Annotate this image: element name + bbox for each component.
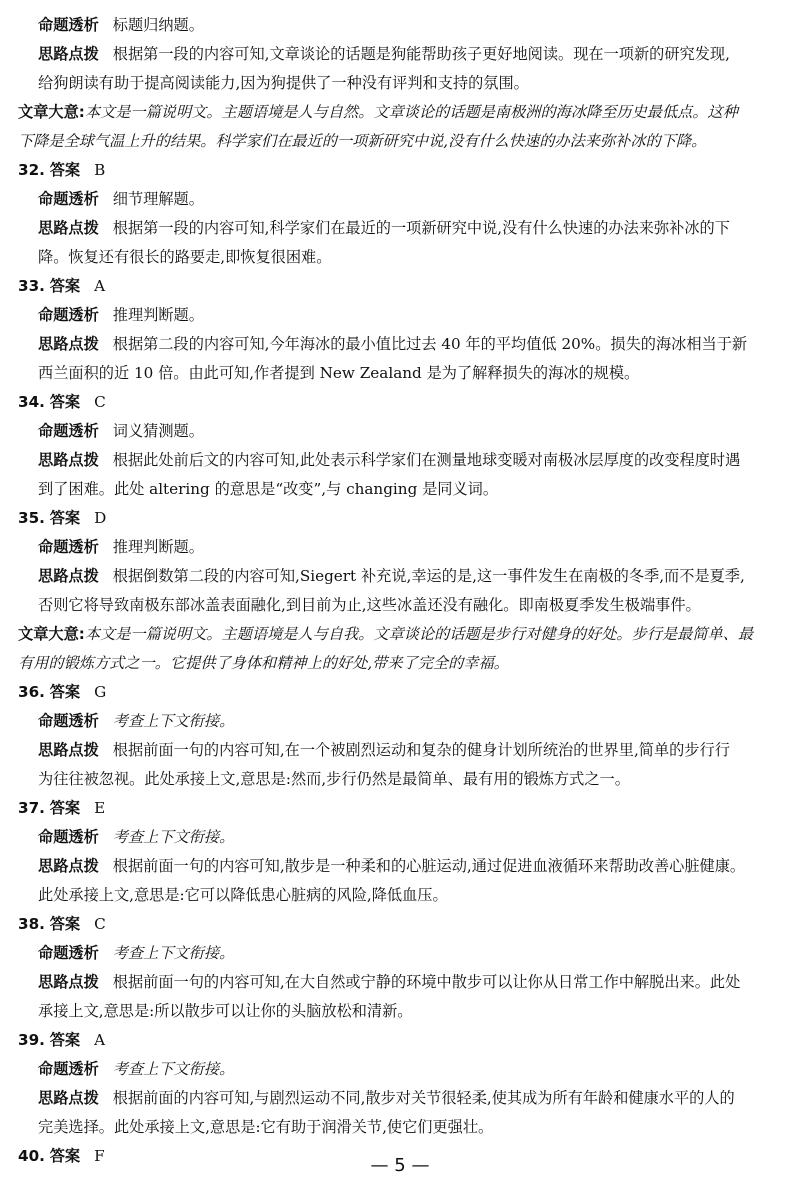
analysis-text: 推理判断题。	[112, 538, 204, 556]
analysis-label: 命题透析	[38, 16, 99, 34]
continuation-text: 西兰面积的近 10 倍。由此可知,作者提到 New Zealand 是为了解释损失的海冰的规模。	[38, 364, 640, 382]
continuation-text: 到了困难。此处 altering 的意思是“改变”,与 changing 是同义词。	[38, 480, 499, 498]
continuation-line	[38, 72, 529, 94]
continuation-line	[38, 478, 498, 500]
answer-label: 答案	[49, 393, 81, 411]
hint-text: 根据前面一句的内容可知,在一个被剧烈运动和复杂的健身计划所统治的世界里,简单的步行行	[112, 741, 730, 759]
answer-line	[18, 391, 106, 413]
answer-value: A	[94, 277, 106, 295]
hint-text: 根据此处前后文的内容可知,此处表示科学家们在测量地球变暖对南极冰层厚度的改变程度时遇	[112, 451, 741, 469]
summary-continuation	[18, 652, 509, 674]
summary-continuation-text: 下降是全球气温上升的结果。科学家们在最近的一项新研究中说,没有什么快速的办法来弥补冰的下降。	[18, 132, 707, 150]
answer-line	[18, 159, 105, 181]
continuation-line	[38, 246, 331, 268]
question-number: 34.	[18, 393, 45, 411]
continuation-text: 为往往被忽视。此处承接上文,意思是:然而,步行仍然是最简单、最有用的锻炼方式之一。	[38, 770, 630, 788]
analysis-text: 考查上下文衔接。	[112, 828, 235, 846]
analysis-label: 命题透析	[38, 538, 99, 556]
analysis-label: 命题透析	[38, 944, 99, 962]
summary-text: 本文是一篇说明文。主题语境是人与自我。文章谈论的话题是步行对健身的好处。步行是最简单、最	[84, 625, 754, 643]
hint-label: 思路点拨	[38, 1089, 99, 1107]
analysis-text: 标题归纳题。	[112, 16, 204, 34]
question-number: 36.	[18, 683, 45, 701]
analysis-text: 词义猜测题。	[112, 422, 204, 440]
hint-label: 思路点拨	[38, 45, 99, 63]
analysis-label: 命题透析	[38, 422, 99, 440]
continuation-text: 完美选择。此处承接上文,意思是:它有助于润滑关节,使它们更强壮。	[38, 1118, 494, 1136]
answer-label: 答案	[49, 277, 81, 295]
answer-value: B	[94, 161, 106, 179]
hint-line	[38, 565, 745, 587]
answer-line	[18, 507, 106, 529]
answer-value: G	[94, 683, 107, 701]
answer-label: 答案	[49, 161, 81, 179]
hint-line	[38, 739, 730, 761]
hint-line	[38, 333, 747, 355]
question-number: 39.	[18, 1031, 45, 1049]
answer-line	[18, 913, 106, 935]
question-number: 38.	[18, 915, 45, 933]
summary-continuation	[18, 130, 706, 152]
question-number: 33.	[18, 277, 45, 295]
continuation-line	[38, 884, 448, 906]
answer-value: C	[94, 393, 106, 411]
continuation-text: 此处承接上文,意思是:它可以降低患心脏病的风险,降低血压。	[38, 886, 448, 904]
answer-value: C	[94, 915, 106, 933]
answer-line	[18, 797, 105, 819]
analysis-line	[38, 14, 204, 36]
hint-label: 思路点拨	[38, 335, 99, 353]
analysis-line	[38, 536, 204, 558]
question-number: 32.	[18, 161, 45, 179]
hint-label: 思路点拨	[38, 451, 99, 469]
analysis-line	[38, 710, 234, 732]
hint-line	[38, 449, 740, 471]
hint-line	[38, 217, 730, 239]
answer-value: D	[94, 509, 107, 527]
hint-line	[38, 855, 745, 877]
continuation-line	[38, 1000, 412, 1022]
answer-value: E	[94, 799, 106, 817]
analysis-label: 命题透析	[38, 190, 99, 208]
continuation-line	[38, 1116, 493, 1138]
analysis-text: 考查上下文衔接。	[112, 944, 235, 962]
answer-label: 答案	[49, 1031, 81, 1049]
analysis-label: 命题透析	[38, 828, 99, 846]
analysis-line	[38, 1058, 234, 1080]
hint-label: 思路点拨	[38, 973, 99, 991]
page-number: — 5 —	[370, 1155, 430, 1176]
analysis-line	[38, 304, 204, 326]
answer-line	[18, 1029, 105, 1051]
answer-label: 答案	[49, 799, 81, 817]
analysis-line	[38, 826, 234, 848]
continuation-text: 降。恢复还有很长的路要走,即恢复很困难。	[38, 248, 332, 266]
answer-label: 答案	[49, 683, 81, 701]
summary-text: 本文是一篇说明文。主题语境是人与自然。文章谈论的话题是南极洲的海冰降至历史最低点。这种	[84, 103, 738, 121]
summary-label: 文章大意:	[18, 103, 85, 121]
continuation-text: 给狗朗读有助于提高阅读能力,因为狗提供了一种没有评判和支持的氛围。	[38, 74, 529, 92]
hint-text: 根据第一段的内容可知,文章谈论的话题是狗能帮助孩子更好地阅读。现在一项新的研究发现,	[112, 45, 730, 63]
hint-label: 思路点拨	[38, 741, 99, 759]
analysis-line	[38, 420, 204, 442]
continuation-line	[38, 768, 630, 790]
hint-text: 根据前面的内容可知,与剧烈运动不同,散步对关节很轻柔,使其成为所有年龄和健康水平的人的	[112, 1089, 735, 1107]
answer-line	[18, 275, 105, 297]
summary-label: 文章大意:	[18, 625, 85, 643]
hint-line	[38, 971, 740, 993]
analysis-label: 命题透析	[38, 712, 99, 730]
continuation-line	[38, 362, 639, 384]
summary-line	[18, 623, 753, 645]
analysis-line	[38, 942, 234, 964]
question-number: 35.	[18, 509, 45, 527]
answer-label: 答案	[49, 1147, 81, 1165]
hint-line	[38, 1087, 735, 1109]
analysis-label: 命题透析	[38, 1060, 99, 1078]
answer-label: 答案	[49, 915, 81, 933]
analysis-text: 考查上下文衔接。	[112, 712, 235, 730]
continuation-text: 承接上文,意思是:所以散步可以让你的头脑放松和清新。	[38, 1002, 413, 1020]
hint-line	[38, 43, 730, 65]
continuation-text: 否则它将导致南极东部冰盖表面融化,到目前为止,这些冰盖还没有融化。即南极夏季发生极端事件。	[38, 596, 701, 614]
analysis-label: 命题透析	[38, 306, 99, 324]
answer-value: A	[94, 1031, 106, 1049]
analysis-text: 推理判断题。	[112, 306, 204, 324]
analysis-line	[38, 188, 204, 210]
answer-label: 答案	[49, 509, 81, 527]
hint-text: 根据第一段的内容可知,科学家们在最近的一项新研究中说,没有什么快速的办法来弥补冰的下	[112, 219, 730, 237]
answer-line	[18, 681, 106, 703]
question-number: 40.	[18, 1147, 45, 1165]
analysis-text: 细节理解题。	[112, 190, 204, 208]
hint-text: 根据前面一句的内容可知,散步是一种柔和的心脏运动,通过促进血液循环来帮助改善心脏健康。	[112, 857, 746, 875]
hint-text: 根据前面一句的内容可知,在大自然或宁静的环境中散步可以让你从日常工作中解脱出来。此处	[112, 973, 741, 991]
hint-text: 根据倒数第二段的内容可知,Siegert 补充说,幸运的是,这一事件发生在南极的冬季,而不是夏季,	[112, 567, 745, 585]
answer-value: F	[94, 1147, 105, 1165]
summary-line	[18, 101, 738, 123]
hint-text: 根据第二段的内容可知,今年海冰的最小值比过去 40 年的平均值低 20%。损失的海冰相当于新	[112, 335, 748, 353]
summary-continuation-text: 有用的锻炼方式之一。它提供了身体和精神上的好处,带来了完全的幸福。	[18, 654, 509, 672]
continuation-line	[38, 594, 701, 616]
hint-label: 思路点拨	[38, 219, 99, 237]
hint-label: 思路点拨	[38, 857, 99, 875]
hint-label: 思路点拨	[38, 567, 99, 585]
analysis-text: 考查上下文衔接。	[112, 1060, 235, 1078]
question-number: 37.	[18, 799, 45, 817]
